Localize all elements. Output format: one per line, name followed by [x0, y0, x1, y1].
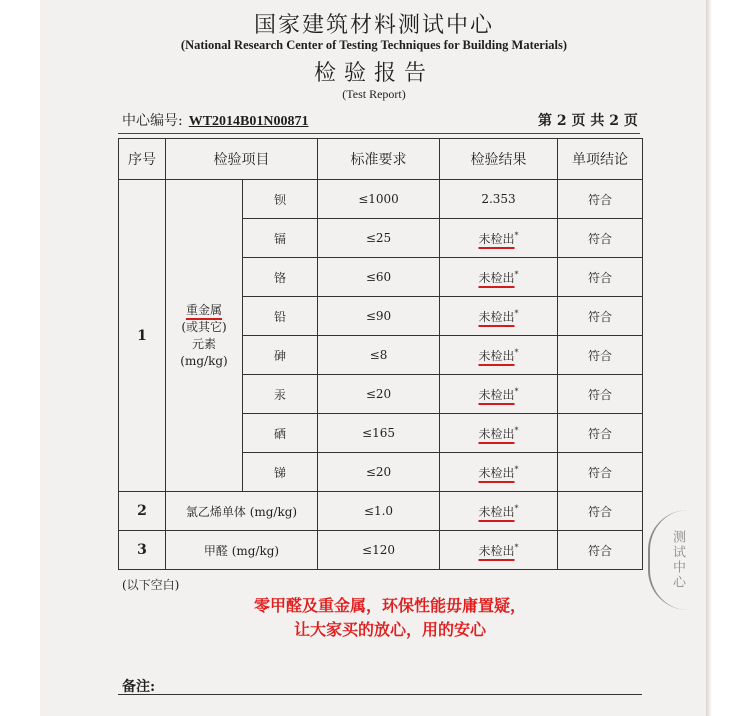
- result-footnote-mark: *: [514, 269, 519, 279]
- result: [440, 531, 558, 570]
- item-name: 甲醛 (mg/kg): [166, 531, 318, 570]
- item-name: 砷: [243, 336, 318, 375]
- center-number-value: WT2014B01N00871: [188, 114, 309, 129]
- result-footnote-mark: *: [514, 347, 519, 357]
- conclusion: 符合: [558, 336, 643, 375]
- item-name: 硒: [243, 414, 318, 453]
- result-value: 未检出: [478, 231, 515, 246]
- center-number: [122, 110, 309, 130]
- requirement: ≤60: [318, 258, 440, 297]
- group-number: 1: [119, 180, 166, 492]
- result-value: 未检出: [478, 543, 515, 558]
- result-value: 未检出: [478, 387, 515, 402]
- header-conclusion: 单项结论: [558, 139, 643, 180]
- group-unit: (mg/kg): [180, 353, 228, 368]
- result: [440, 414, 558, 453]
- promo-text: [190, 594, 590, 642]
- table-row: [119, 531, 643, 570]
- official-seal: [648, 510, 730, 610]
- item-name: 锑: [243, 453, 318, 492]
- group-heavy-metals: [166, 180, 243, 492]
- org-title-cn: 国家建筑材料测试中心: [253, 13, 494, 38]
- result: [440, 180, 558, 219]
- result-footnote-mark: *: [514, 230, 519, 240]
- item-name: 镉: [243, 219, 318, 258]
- report-title-cn: 检验报告: [313, 61, 434, 86]
- table-row: [119, 180, 643, 219]
- requirement: ≤1000: [318, 180, 440, 219]
- result: [440, 492, 558, 531]
- header-result: 检验结果: [440, 139, 558, 180]
- result: [440, 453, 558, 492]
- table-header-row: [119, 139, 643, 180]
- conclusion: 符合: [558, 453, 643, 492]
- item-name: 铬: [243, 258, 318, 297]
- requirement: ≤1.0: [318, 492, 440, 531]
- result-footnote-mark: *: [514, 503, 519, 513]
- result-value: 未检出: [478, 348, 515, 363]
- promo-line-2: 让大家买的放心，用的安心: [293, 620, 486, 639]
- result-value: 未检出: [478, 465, 515, 480]
- page-indicator: 第 2 页 共 2 页: [538, 113, 638, 129]
- result: [440, 297, 558, 336]
- conclusion: 符合: [558, 219, 643, 258]
- item-name: 铅: [243, 297, 318, 336]
- result-value: 未检出: [478, 309, 515, 324]
- item-name: 汞: [243, 375, 318, 414]
- group-title-line3: 元素: [191, 336, 216, 351]
- group-title: 重金属: [185, 302, 222, 317]
- item-name: 氯乙烯单体 (mg/kg): [166, 492, 318, 531]
- group-title-line2: (或其它): [181, 319, 227, 334]
- result-value: 未检出: [478, 504, 515, 519]
- conclusion: 符合: [558, 492, 643, 531]
- result-footnote-mark: *: [514, 464, 519, 474]
- requirement: ≤8: [318, 336, 440, 375]
- header-rule: [118, 133, 640, 134]
- result: [440, 336, 558, 375]
- result-footnote-mark: *: [514, 308, 519, 318]
- report-title-en: (Test Report): [342, 87, 406, 101]
- conclusion: 符合: [558, 375, 643, 414]
- row-number: 2: [119, 492, 166, 531]
- header-item: 检验项目: [166, 139, 318, 180]
- promo-line-1: 零甲醛及重金属，环保性能毋庸置疑，: [253, 596, 526, 615]
- header-requirement: 标准要求: [318, 139, 440, 180]
- org-title-en: (National Research Center of Testing Techniques for Building Materials): [180, 38, 568, 52]
- center-number-label: 中心编号:: [122, 113, 183, 129]
- conclusion: 符合: [558, 414, 643, 453]
- result: [440, 375, 558, 414]
- seal-text: 测试中心: [670, 530, 685, 590]
- requirement: ≤120: [318, 531, 440, 570]
- requirement: ≤20: [318, 453, 440, 492]
- conclusion: 符合: [558, 258, 643, 297]
- remarks-rule: [118, 694, 642, 695]
- result-footnote-mark: *: [514, 542, 519, 552]
- test-results-table: [118, 138, 643, 570]
- result-footnote-mark: *: [514, 386, 519, 396]
- conclusion: 符合: [558, 180, 643, 219]
- requirement: ≤20: [318, 375, 440, 414]
- conclusion: 符合: [558, 297, 643, 336]
- table-row: [119, 492, 643, 531]
- result-footnote-mark: *: [514, 425, 519, 435]
- item-name: 钡: [243, 180, 318, 219]
- result-value: 未检出: [478, 426, 515, 441]
- requirement: ≤165: [318, 414, 440, 453]
- requirement: ≤90: [318, 297, 440, 336]
- blank-below-note: (以下空白): [122, 578, 180, 592]
- conclusion: 符合: [558, 531, 643, 570]
- result: [440, 258, 558, 297]
- row-number: 3: [119, 531, 166, 570]
- result-value: 2.353: [481, 192, 516, 206]
- remarks-label: 备注:: [122, 679, 156, 695]
- header-no: 序号: [119, 139, 166, 180]
- result-value: 未检出: [478, 270, 515, 285]
- requirement: ≤25: [318, 219, 440, 258]
- result: [440, 219, 558, 258]
